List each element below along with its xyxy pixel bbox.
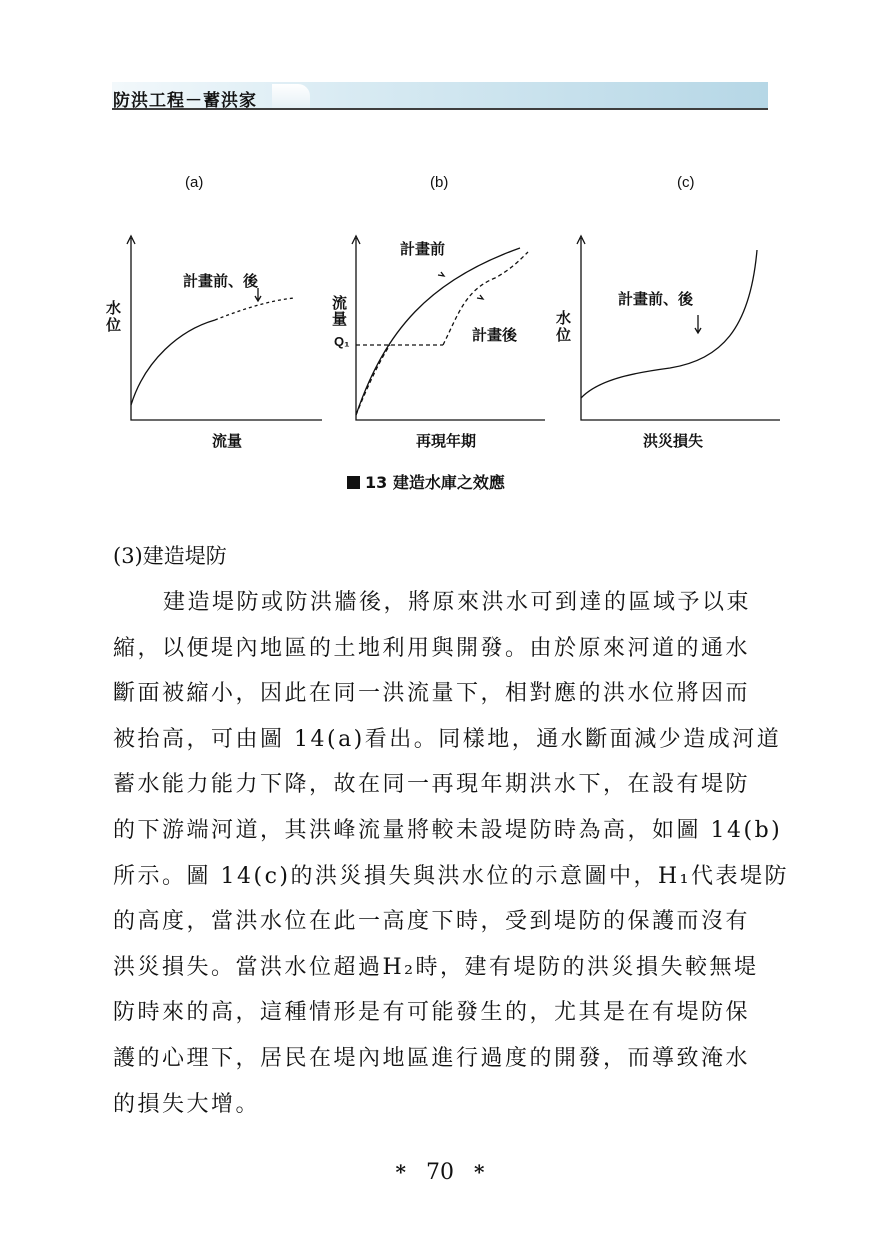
caption-figure-box-icon — [347, 476, 360, 489]
running-header-title: 防洪工程－蓄洪家 — [113, 91, 257, 111]
figure-13 — [100, 160, 800, 500]
body-paragraph — [113, 580, 789, 1127]
panel-a-curve-dashed — [215, 298, 295, 320]
panel-b-x-label: 再現年期 — [416, 433, 477, 450]
panel-c-arrow — [695, 315, 701, 333]
page-marker-left: * — [395, 1160, 406, 1184]
panel-c-letter: (c) — [677, 174, 695, 191]
page-footer — [0, 1160, 880, 1185]
figure-caption — [347, 470, 505, 493]
panel-c-curve — [581, 250, 757, 398]
section-heading: (3)建造堤防 — [113, 544, 227, 568]
panel-a-axes — [131, 238, 322, 420]
body-line: 防時來的高，這種情形是有可能發生的，尤其是在有堤防保 — [113, 1000, 751, 1026]
panel-b-curve-after-label: 計畫後 — [472, 327, 518, 344]
panel-a-curve-solid — [131, 320, 215, 405]
panel-a-letter: (a) — [185, 174, 204, 191]
panel-c-x-label: 洪災損失 — [643, 433, 704, 450]
body-line: 護的心理下，居民在堤內地區進行過度的開發，而導致淹水 — [113, 1045, 751, 1071]
panel-b-q1-label: Q₁ — [334, 334, 350, 349]
panel-c-y-label: 水 位 — [556, 310, 572, 344]
body-line: 所示。圖 14(c)的洪災損失與洪水位的示意圖中，H₁代表堤防 — [113, 863, 789, 889]
body-line: 建造堤防或防洪牆後，將原來洪水可到達的區域予以束 — [163, 590, 752, 615]
panel-b-curve-before-label: 計畫前 — [400, 241, 446, 258]
panel-c-axes — [581, 238, 780, 420]
page-marker-right: * — [474, 1160, 485, 1184]
body-line: 的損失大增。 — [113, 1091, 261, 1117]
panel-a-curve-label: 計畫前、後 — [183, 273, 259, 290]
body-line: 縮，以便堤內地區的土地利用與開發。由於原來河道的通水 — [113, 635, 751, 661]
header-tab-decoration — [272, 84, 310, 108]
body-line: 的下游端河道，其洪峰流量將較未設堤防時為高，如圖 14(b) — [113, 817, 783, 843]
body-line: 被抬高，可由圖 14(a)看出。同樣地，通水斷面減少造成河道 — [113, 726, 782, 752]
panel-a-y-label: 水 位 — [106, 300, 122, 334]
panel-b-curve-after-low — [356, 345, 390, 415]
body-line: 洪災損失。當洪水位超過H₂時，建有堤防的洪災損失較無堤 — [113, 954, 759, 980]
figure-graphs — [100, 160, 800, 460]
figure-caption-text: 13 建造水庫之效應 — [365, 473, 505, 492]
body-line: 斷面被縮小，因此在同一洪流量下，相對應的洪水位將因而 — [113, 681, 751, 707]
panel-b-y-label: 流 量 — [332, 295, 348, 328]
panel-b-letter: (b) — [430, 174, 449, 191]
panel-a-x-label: 流量 — [212, 433, 243, 450]
body-line: 的高度，當洪水位在此一高度下時，受到堤防的保護而沒有 — [113, 909, 751, 935]
page-number: 70 — [426, 1160, 454, 1185]
body-line: 蓄水能力能力下降，故在同一再現年期洪水下，在設有堤防 — [113, 772, 751, 798]
panel-c-curve-label: 計畫前、後 — [618, 291, 694, 308]
